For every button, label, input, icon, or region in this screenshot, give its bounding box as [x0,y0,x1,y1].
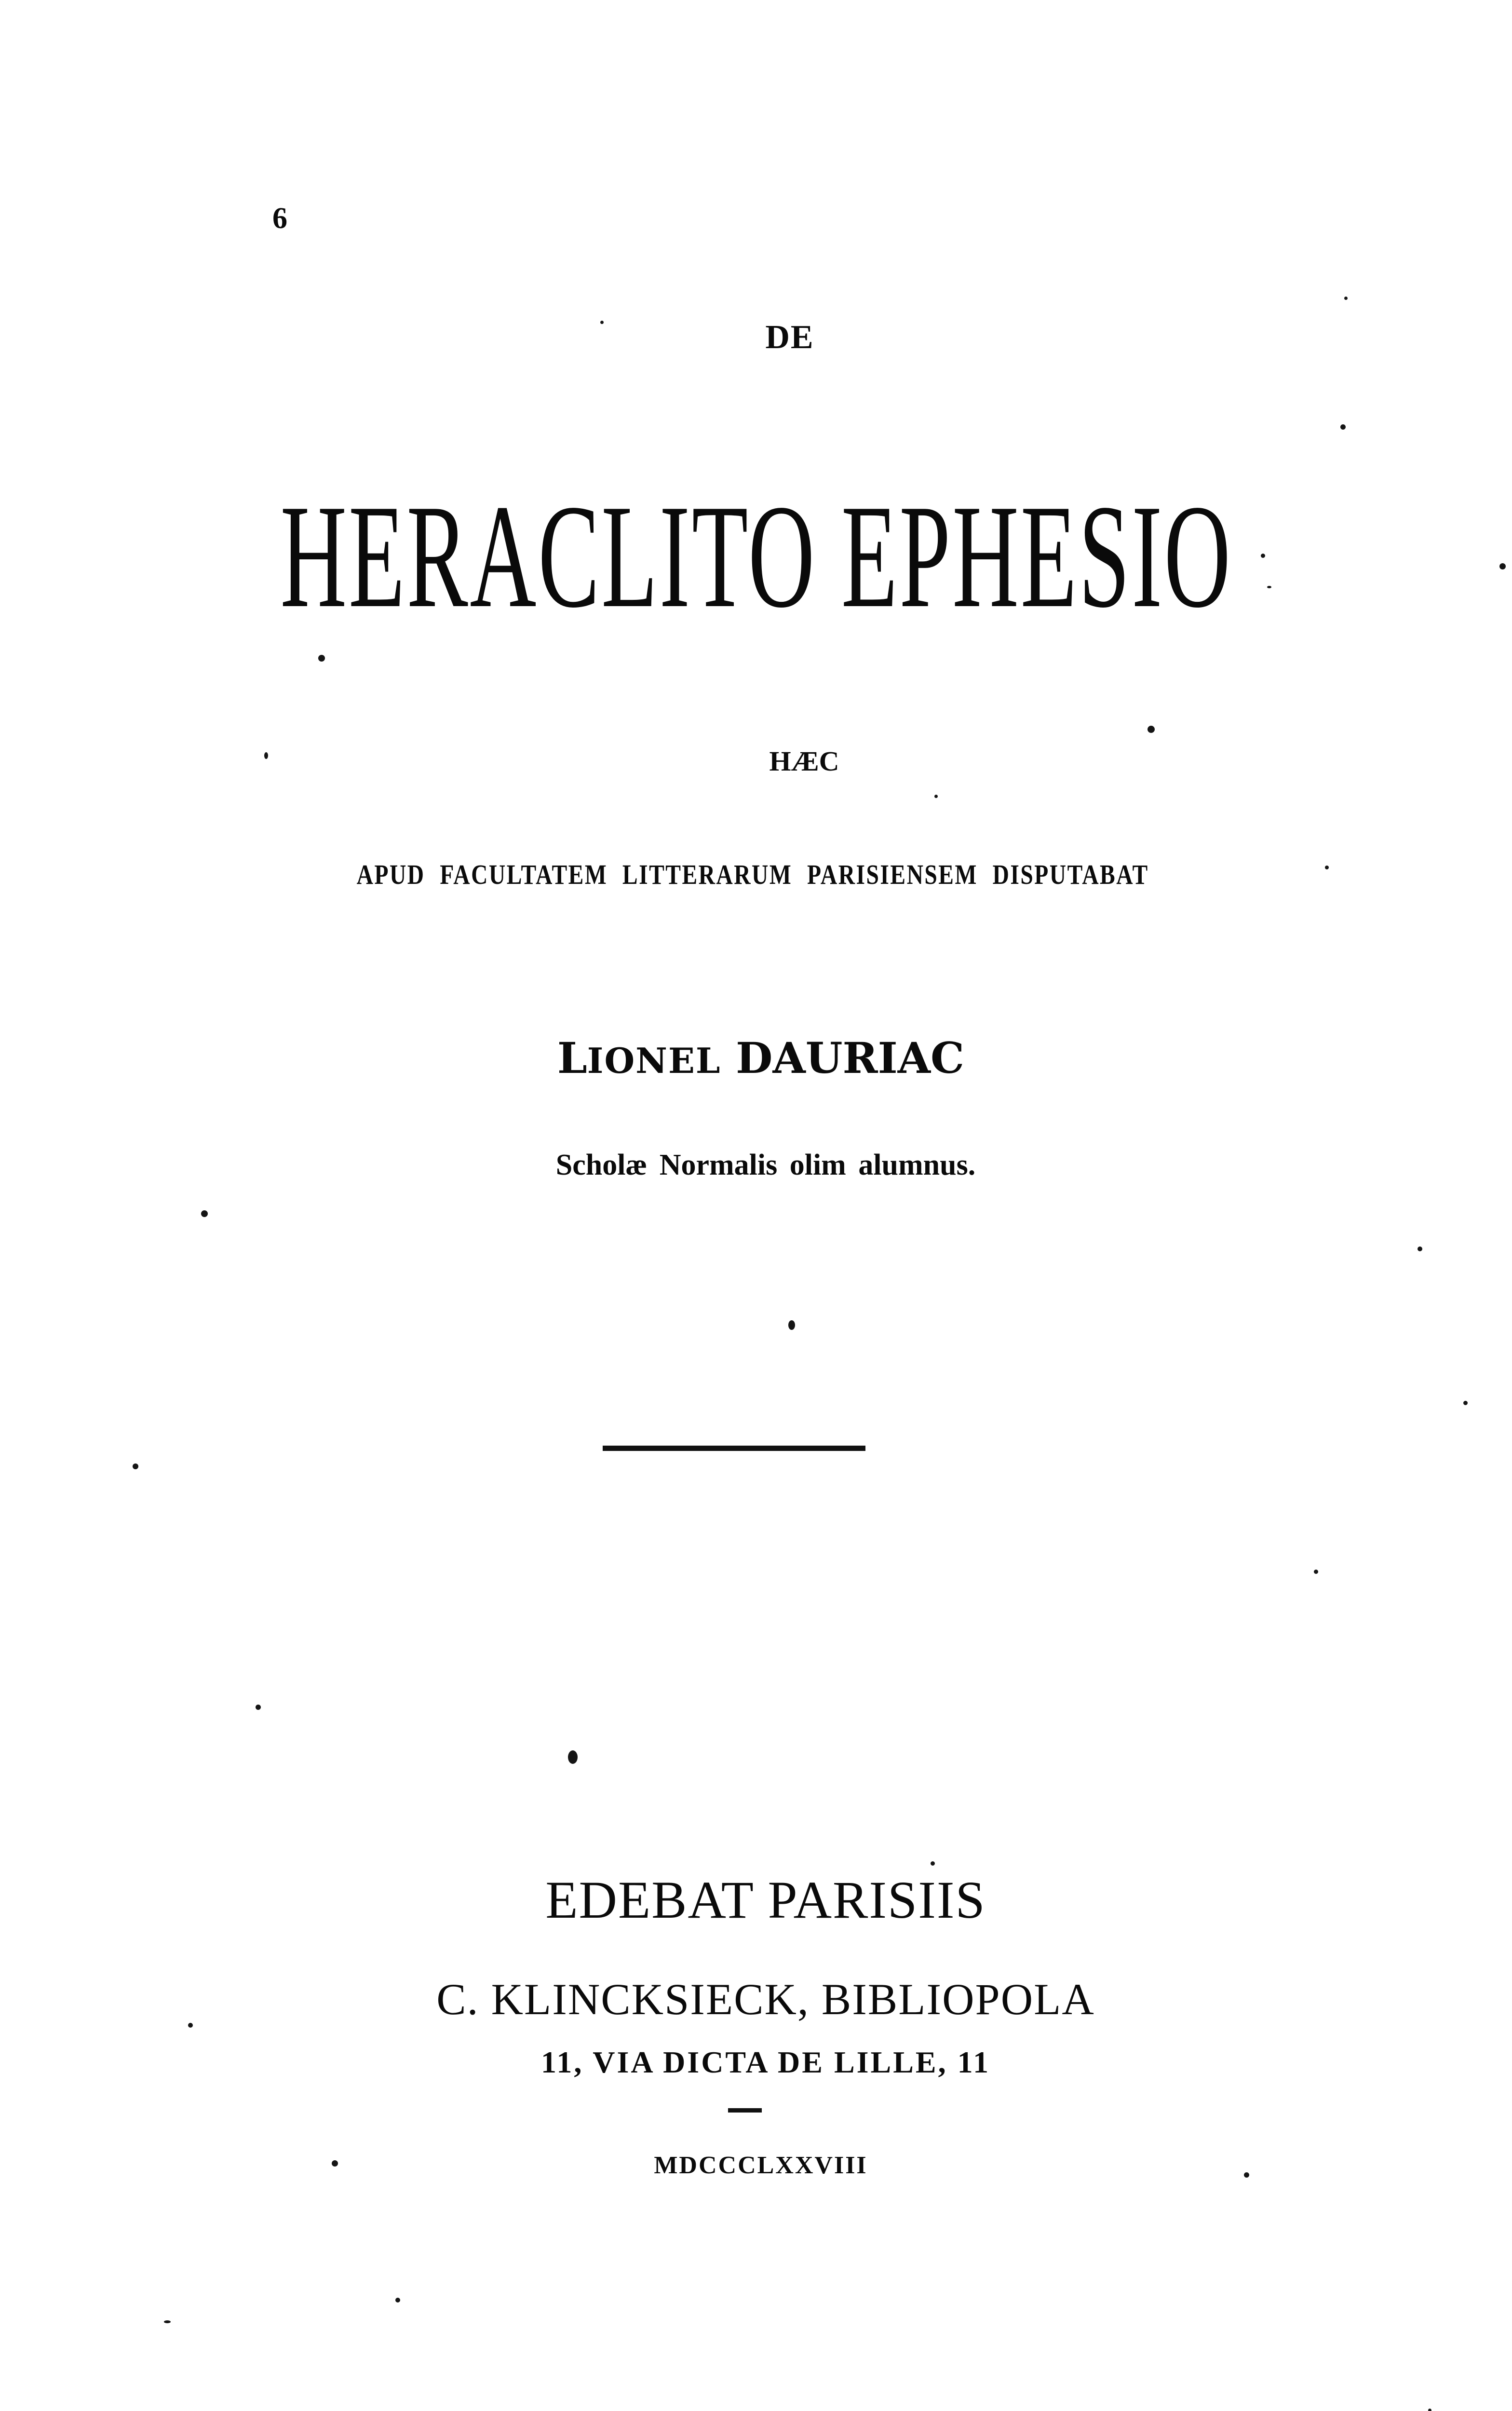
author-last-name: DAURIAC [736,1033,965,1083]
scan-speck [1148,726,1155,733]
author-affiliation: Scholæ Normalis olim alumnus. [555,1149,976,1181]
scan-speck [1340,424,1346,430]
short-separator-rule [728,2108,762,2113]
author-name [0,1033,1512,1083]
author-first-rest: IONEL [587,1040,721,1081]
haec-line: HÆC [769,745,839,777]
scan-speck [332,2160,338,2167]
scan-speck [1499,563,1506,569]
faculty-line: APUD FACULTATEM LITTERARUM PARISIENSEM DISPUTABAT [356,859,1149,890]
scan-speck [133,1463,138,1469]
scan-speck [164,2320,171,2323]
scan-speck [600,321,604,324]
scan-speck [264,752,268,759]
title-prefix: DE [765,319,814,356]
scan-speck [931,1861,935,1866]
scan-speck [256,1705,261,1710]
scan-speck [1428,2409,1431,2411]
scan-speck [934,795,938,798]
scan-speck [1418,1246,1422,1251]
scan-speck [1261,554,1265,558]
imprint-address: 11, VIA DICTA DE LILLE, 11 [540,2045,991,2079]
author-first-initial: L [557,1033,587,1083]
scan-speck [1314,1570,1318,1574]
imprint-year: MDCCCLXXVIII [654,2152,868,2179]
scan-speck [788,1320,795,1330]
separator-rule [603,1446,865,1451]
scan-speck [568,1750,578,1764]
imprint-place: EDEBAT PARISIIS [545,1870,986,1929]
page-mark: 6 [272,202,287,235]
scan-speck [1344,297,1348,300]
scan-speck [201,1210,208,1217]
main-title: HERACLITO EPHESIO [280,474,1233,638]
scan-speck [1325,866,1329,869]
scan-speck [1267,586,1271,588]
imprint-publisher: C. KLINCKSIECK, BIBLIOPOLA [436,1975,1095,2024]
scan-speck [1244,2172,1249,2178]
scan-speck [395,2298,400,2303]
scan-speck [318,655,325,662]
scan-speck [1463,1401,1468,1405]
scan-speck [188,2023,193,2028]
